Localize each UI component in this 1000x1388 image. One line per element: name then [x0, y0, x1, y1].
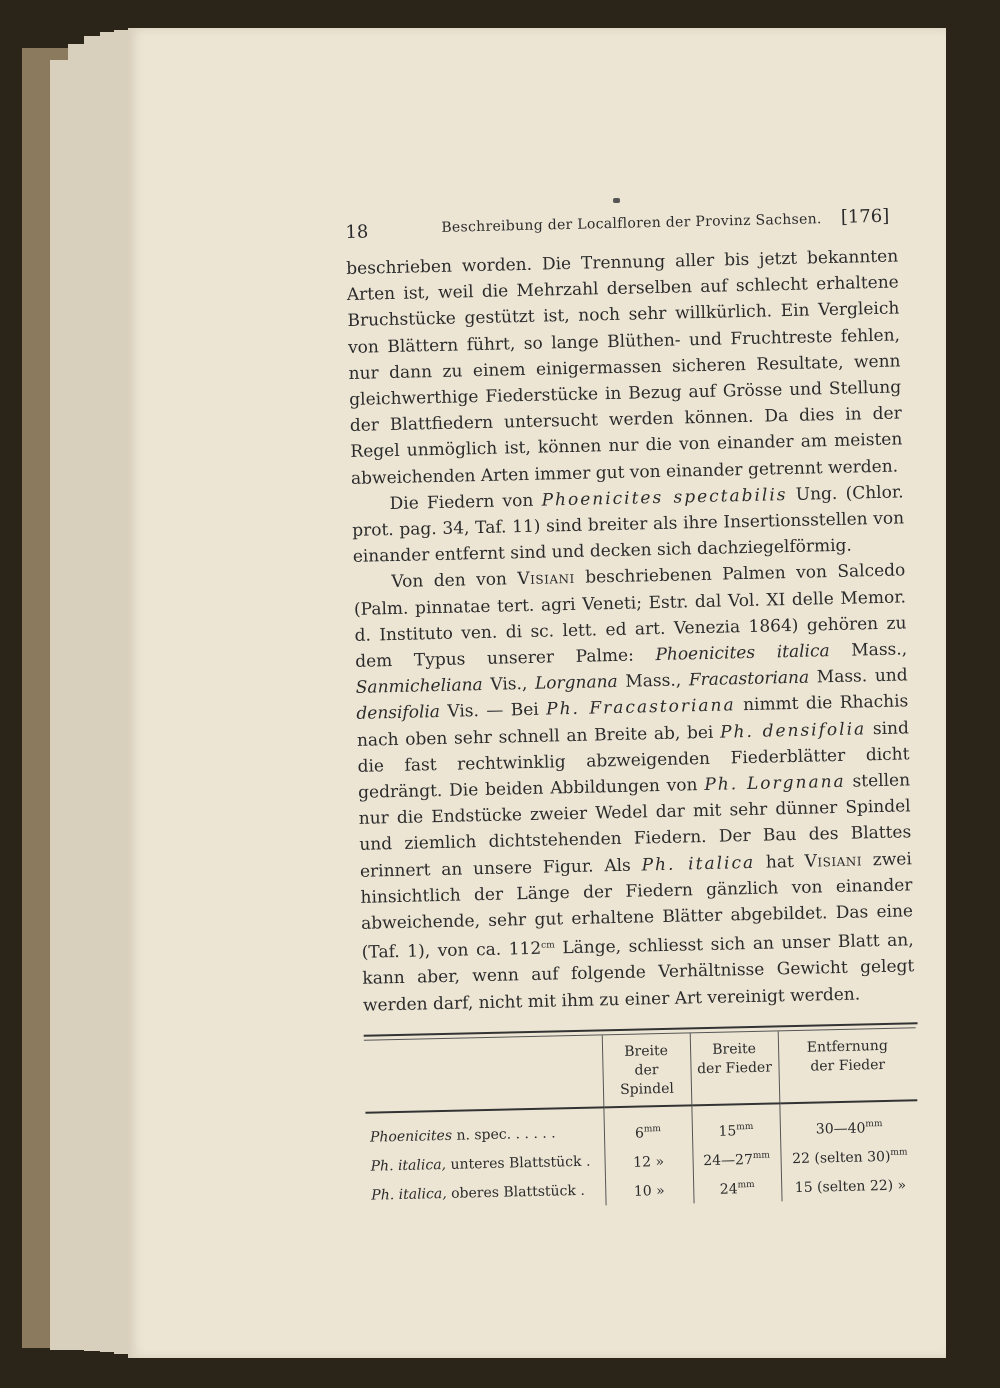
species-name: Lorgnana: [534, 672, 618, 695]
text-run: beschriebenen Palmen von Salcedo (Palm. pinnatae tert. agri Veneti; Estr. dal Vol. XI delle Memor. d. Instituto ven. di sc. lett. ed art. Venezia 1864) gehören zu dem Typus unserer Palme:: [353, 560, 907, 672]
text-run: Vis. — Bei: [439, 700, 547, 723]
row-label: [367, 1176, 606, 1210]
cell-value: 6: [634, 1125, 645, 1142]
cell-spindle: [604, 1145, 693, 1176]
cell-value: 12 »: [633, 1153, 665, 1171]
text-run: Mass.,: [829, 639, 908, 662]
text-run: nimmt die Rhachis nach oben sehr schnell an Breite ab, bei: [356, 691, 909, 751]
header-line: der Fieder: [696, 1059, 773, 1078]
species-name: Ph. italica,: [370, 1156, 447, 1175]
table-header-leaflet-width: [690, 1031, 780, 1105]
cell-leaflet-distance: [780, 1140, 919, 1172]
cell-value: 15: [718, 1123, 737, 1140]
species-name: Ph. italica: [641, 852, 756, 876]
text-run: Ung. (Chlor. prot. pag. 34, Taf. 11) sind breiter als ihre Insertionsstellen von einander entfernt sind und decken sich dachziegelförmig.: [352, 482, 905, 568]
unit-superscript: mm: [643, 1123, 661, 1135]
cell-value: 22 (selten 30): [791, 1148, 891, 1167]
unit-superscript: mm: [737, 1179, 755, 1191]
text-run: stellen nur die Endstücke zweier Wedel dar mit sehr dünner Spindel und ziemlich dichtstehenden Fiedern. Der Bau des Blattes erinnert an unsere Figur. Als: [358, 770, 912, 882]
text-run: Von den von: [391, 569, 518, 593]
cell-value: 10 »: [633, 1182, 665, 1200]
cell-leaflet-width: [692, 1143, 781, 1174]
species-name: Ph. Fracastoriana: [545, 695, 736, 721]
cell-spindle: [603, 1105, 692, 1147]
ink-mark: [613, 198, 620, 203]
cell-value: 24: [719, 1181, 738, 1198]
paragraph-1: beschrieben worden. Die Trennung aller bis jetzt bekannten Arten ist, weil die Mehrzahl derselben auf schlecht erhaltene Bruchstücke gestützt ist, noch sehr willkürlich. Ein Vergleich von Blättern führt, so lange Blüthen- und Fruchtreste fehlen, nur dann zu einem einigermassen sicheren Resultate, wenn gleichwerthige Fiederstücke in Bezug auf Grösse und Stellung der Blattfiedern untersucht werden können. Da dies in der Regel unmöglich ist, können nur die von einander am meisten abweichenden Arten immer gut von einander getrennt werden.: [346, 246, 903, 489]
species-name: densifolia: [356, 702, 441, 725]
text-run: oberes Blattstück .: [446, 1182, 585, 1202]
original-page-number: [176]: [840, 205, 890, 228]
page-number: 18: [345, 221, 369, 243]
row-label: [365, 1107, 604, 1152]
species-name: Phoenicites: [369, 1127, 453, 1146]
author-name: Visiani: [804, 850, 863, 872]
species-name: Ph. Lorgnana: [704, 771, 846, 796]
species-name: Sanmicheliana: [355, 675, 483, 699]
species-name: Phoenicites italica: [655, 641, 830, 666]
unit-superscript: mm: [865, 1118, 883, 1130]
unit-superscript: mm: [752, 1150, 770, 1161]
text-run: Mass.,: [617, 670, 690, 693]
paragraph-2: [351, 479, 905, 570]
text-run: Länge, schliesst sich an unser Blatt an, kann aber, wenn auf folgende Verhältnisse Gewicht gelegt werden darf, nicht mit ihm zu einer Art vereinigt werden.: [362, 930, 915, 1016]
text-run: unteres Blattstück .: [445, 1153, 591, 1173]
table-header-spindle: [602, 1033, 692, 1107]
species-name: Fracastoriana: [688, 667, 810, 691]
header-line: der Spindel: [619, 1062, 675, 1098]
text-run: sind die fast rechtwinklig abzweigenden Fiederblätter dicht gedrängt. Die beiden Abbildungen von: [357, 717, 910, 803]
cell-value: 24—27: [703, 1151, 754, 1170]
header-line: Breite: [712, 1040, 757, 1058]
unit-superscript: mm: [890, 1147, 908, 1158]
species-name: Phoenicites spectabilis: [541, 484, 788, 511]
table-header-row: [364, 1028, 917, 1113]
running-title: Beschreibung der Localfloren der Provinz Sachsen.: [441, 211, 822, 236]
header-line: Breite: [624, 1042, 669, 1060]
cell-leaflet-width: [691, 1103, 780, 1145]
cell-leaflet-width: [693, 1172, 782, 1203]
species-name: Ph. densifolia: [719, 718, 867, 743]
text-run: hat: [754, 851, 805, 873]
cell-value: 30—40: [815, 1120, 866, 1138]
text-run: zwei hinsichtlich der Länge der Fiedern gänzlich von einander abweichende, sehr gut erhaltene Blätter abgebildet. Das eine (Taf. 1), von ca. 112: [360, 848, 914, 964]
text-run: Mass. und: [808, 665, 908, 688]
cell-value: 15 (selten 22) »: [794, 1177, 907, 1196]
text-run: Vis.,: [482, 674, 536, 696]
table-header-empty: [364, 1035, 604, 1112]
page-content: [345, 199, 920, 1210]
header-line: Entfernung: [806, 1037, 889, 1056]
unit-superscript: mm: [736, 1121, 754, 1133]
cell-leaflet-distance: [779, 1100, 918, 1143]
cell-leaflet-distance: [781, 1169, 920, 1201]
text-run: Die Fiedern von: [389, 490, 542, 514]
cell-spindle: [605, 1174, 694, 1205]
header-line: der Fieder: [810, 1056, 886, 1075]
text-run: n. spec. . . . . .: [451, 1125, 556, 1144]
table-header-leaflet-distance: [778, 1028, 918, 1103]
species-name: Ph. italica,: [371, 1185, 447, 1204]
paragraph-3: [353, 558, 915, 1019]
measurement-table: [364, 1028, 920, 1210]
author-name: Visiani: [517, 568, 575, 590]
unit-superscript: cm: [540, 940, 555, 952]
